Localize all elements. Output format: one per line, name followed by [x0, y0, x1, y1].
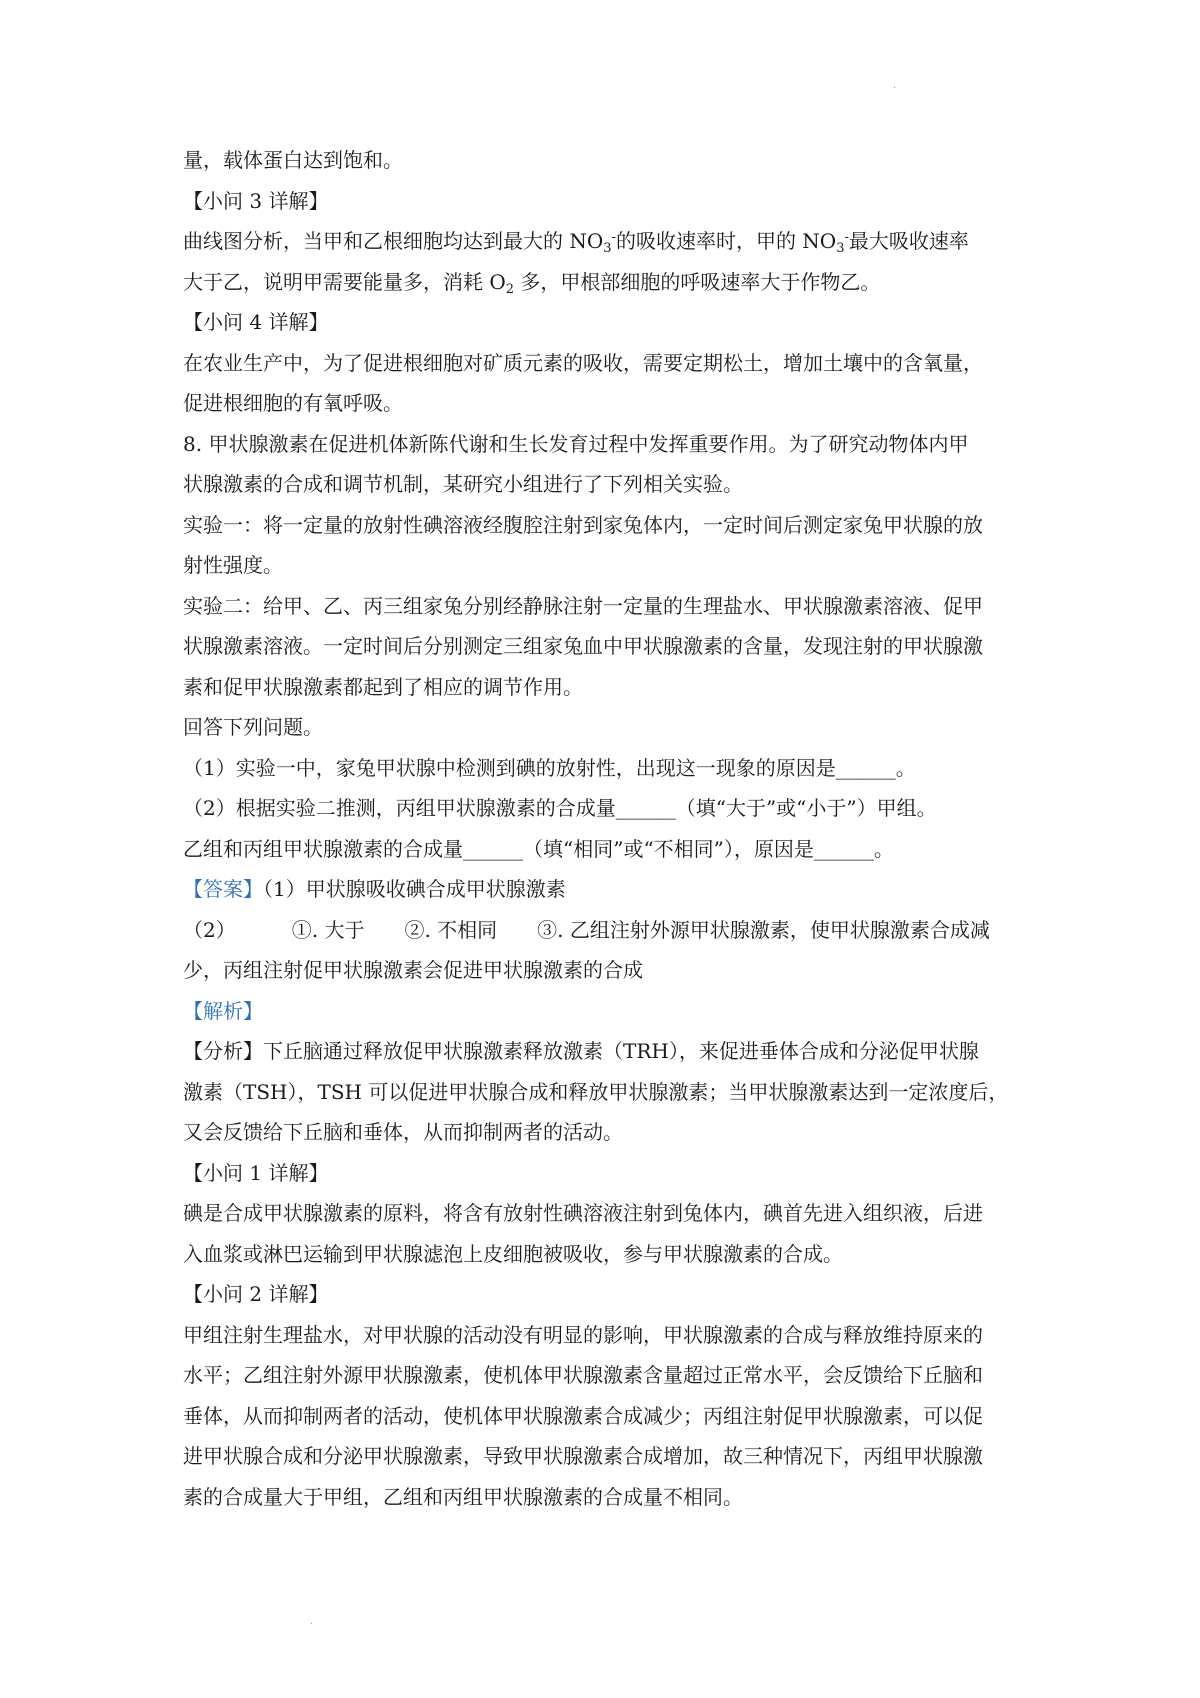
answer-line: 【答案】（1）甲状腺吸收碘合成甲状腺激素 — [183, 877, 566, 901]
section-heading: 【小问 3 详解】 — [183, 188, 329, 213]
paragraph-line: 实验一：将一定量的放射性碘溶液经腹腔注射到家兔体内，一定时间后测定家兔甲状腺的放 — [183, 512, 983, 537]
section-heading: 【小问 1 详解】 — [183, 1160, 329, 1185]
paragraph-line: 甲组注射生理盐水，对甲状腺的活动没有明显的影响，甲状腺激素的合成与释放维持原来的 — [183, 1322, 983, 1347]
paragraph-line: 状腺激素溶液。一定时间后分别测定三组家兔血中甲状腺激素的含量，发现注射的甲状腺激 — [183, 634, 983, 658]
paragraph-line: 量，载体蛋白达到饱和。 — [183, 148, 403, 172]
sub-question: （1）实验一中，家兔甲状腺中检测到碘的放射性，出现这一现象的原因是______。 — [183, 755, 916, 780]
paragraph-line: 又会反馈给下丘脑和垂体，从而抑制两者的活动。 — [183, 1120, 623, 1144]
document-body — [183, 140, 1035, 1517]
section-heading: 【小问 4 详解】 — [183, 310, 329, 334]
answer-tag: 【答案】 — [183, 877, 263, 901]
paragraph-line: 实验二：给甲、乙、丙三组家兔分别经静脉注射一定量的生理盐水、甲状腺激素溶液、促甲 — [183, 593, 983, 618]
paragraph-line: 素和促甲状腺激素都起到了相应的调节作用。 — [183, 674, 583, 699]
paragraph-line: 射性强度。 — [183, 553, 283, 577]
paragraph-line: 素的合成量大于甲组，乙组和丙组甲状腺激素的合成量不相同。 — [183, 1484, 743, 1509]
sub-question: （2）根据实验二推测，丙组甲状腺激素的合成量______（填“大于”或“小于”）甲组。 — [183, 796, 937, 820]
paragraph-line: 碘是合成甲状腺激素的原料，将含有放射性碘溶液注射到兔体内，碘首先进入组织液，后进 — [183, 1201, 983, 1225]
paragraph-line: 入血浆或淋巴运输到甲状腺滤泡上皮细胞被吸收，参与甲状腺激素的合成。 — [183, 1241, 843, 1266]
paragraph-line: 状腺激素的合成和调节机制，某研究小组进行了下列相关实验。 — [183, 472, 743, 496]
paragraph-line: 进甲状腺合成和分泌甲状腺激素，导致甲状腺激素合成增加，故三种情况下，丙组甲状腺激 — [183, 1444, 983, 1468]
paragraph-line: 大于乙，说明甲需要能量多，消耗 $O_2$ 多，甲根部细胞的呼吸速率大于作物乙。 — [183, 269, 881, 297]
question-stem: 8. 甲状腺激素在促进机体新陈代谢和生长发育过程中发挥重要作用。为了研究动物体内甲 — [183, 431, 969, 456]
paragraph-line: 【分析】下丘脑通过释放促甲状腺激素释放激素（TRH），来促进垂体合成和分泌促甲状腺 — [183, 1039, 979, 1063]
answer-line: 少，丙组注射促甲状腺激素会促进甲状腺激素的合成 — [183, 958, 643, 982]
paragraph-line: 激素（TSH），TSH 可以促进甲状腺合成和释放甲状腺激素；当甲状腺激素达到一定浓度后， — [183, 1079, 1009, 1104]
answer-line: （2） ①. 大于 ②. 不相同 ③. 乙组注射外源甲状腺激素，使甲状腺激素合成减 — [183, 917, 990, 942]
paragraph-line: 水平；乙组注射外源甲状腺激素，使机体甲状腺激素含量超过正常水平，会反馈给下丘脑和 — [183, 1363, 983, 1387]
paragraph-line: 回答下列问题。 — [183, 715, 323, 739]
analysis-tag: 【解析】 — [183, 998, 263, 1023]
section-heading: 【小问 2 详解】 — [183, 1282, 329, 1306]
paragraph-line: 在农业生产中，为了促进根细胞对矿质元素的吸收，需要定期松土，增加土壤中的含氧量， — [183, 350, 983, 375]
footer-mark: · — [310, 1619, 314, 1630]
paragraph-line: 促进根细胞的有氧呼吸。 — [183, 391, 403, 415]
paragraph-line: 曲线图分析，当甲和乙根细胞均达到最大的 $NO_3^-$的吸收速率时，甲的 $NO_3^-$最大吸收速率 — [183, 229, 969, 256]
paragraph-line: 乙组和丙组甲状腺激素的合成量______（填“相同”或“不相同”），原因是______。 — [183, 836, 894, 861]
header-mark: · — [893, 83, 897, 94]
paragraph-line: 垂体，从而抑制两者的活动，使机体甲状腺激素合成减少；丙组注射促甲状腺激素，可以促 — [183, 1403, 983, 1428]
